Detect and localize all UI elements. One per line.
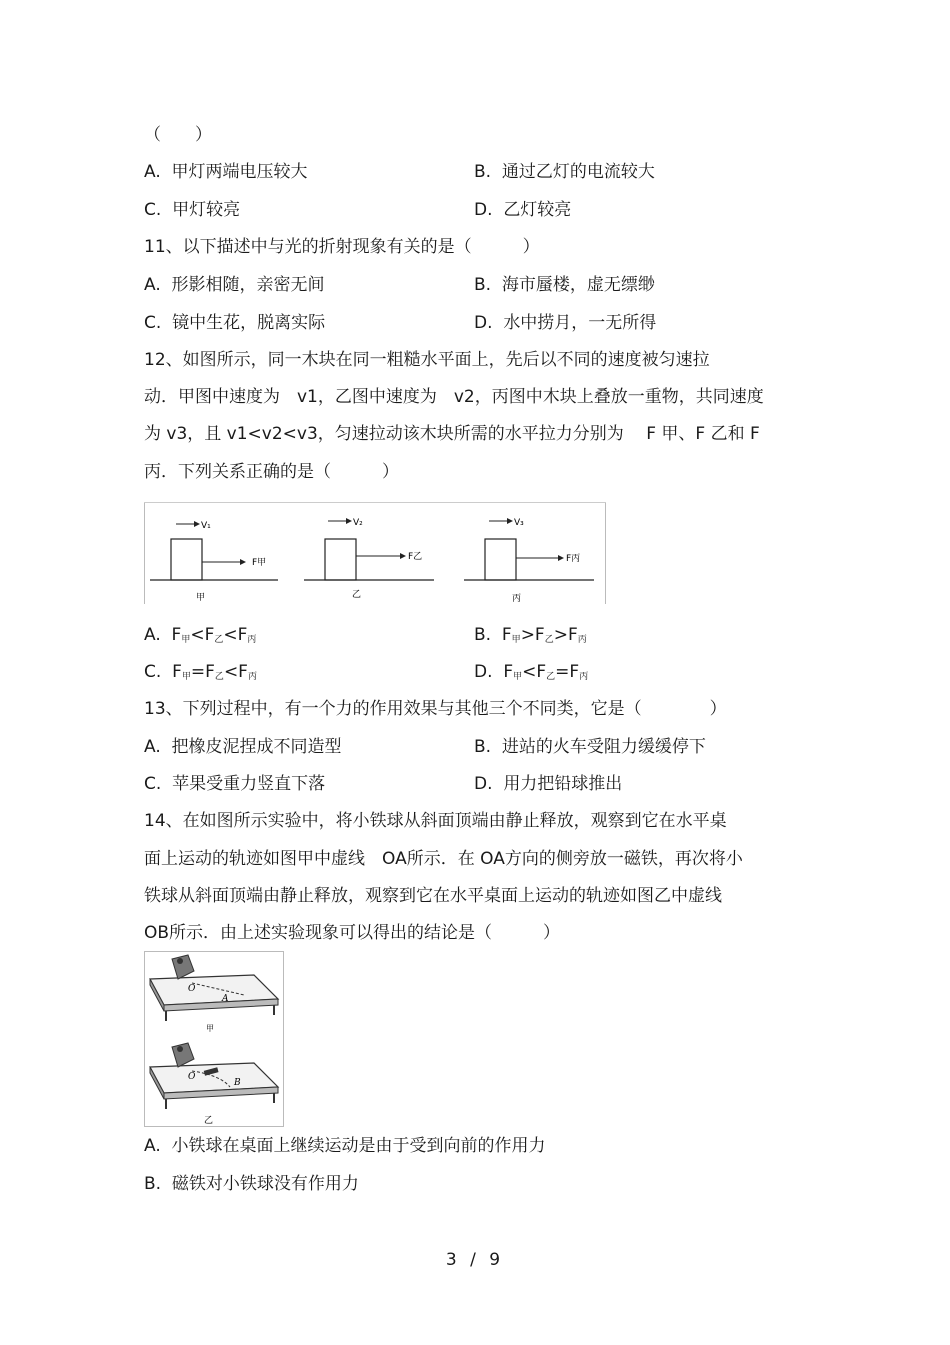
- option-part: =F: [555, 662, 580, 682]
- q12-option-c[interactable]: [144, 661, 257, 688]
- q12-option-d[interactable]: [474, 661, 588, 688]
- q12-figure-svg: [144, 502, 606, 604]
- page-current: 3: [445, 1250, 461, 1270]
- option-part: F: [503, 662, 514, 682]
- q12-stem-line-2: 动．甲图中速度为 v1，乙图中速度为 v2，丙图中木块上叠放一重物，共同速度: [144, 387, 764, 407]
- figure-caption: 甲: [206, 1024, 214, 1033]
- option-subscript: 乙: [546, 672, 556, 682]
- option-part: <F: [223, 662, 248, 682]
- option-text: 小铁球在桌面上继续运动是由于受到向前的作用力: [171, 1136, 546, 1156]
- option-text: 进站的火车受阻力缓缓停下: [501, 737, 706, 757]
- point-o-label: O: [188, 1072, 196, 1082]
- q13-option-d[interactable]: [474, 773, 622, 795]
- option-text: 形影相随，亲密无间: [171, 275, 325, 295]
- option-label: C.: [144, 200, 162, 220]
- option-part: >F: [553, 625, 578, 645]
- q14-figure-svg: [144, 951, 284, 1127]
- q12-option-a[interactable]: [144, 624, 256, 651]
- force-label: F丙: [566, 554, 581, 564]
- point-o-label: O: [188, 984, 196, 994]
- option-text: 把橡皮泥捏成不同造型: [171, 737, 342, 757]
- q14-stem-line-4: OB所示．由上述实验现象可以得出的结论是（ ）: [144, 923, 561, 943]
- panel-caption: 丙: [512, 594, 522, 604]
- option-text: 用力把铅球推出: [503, 774, 623, 794]
- q13-option-c[interactable]: [144, 773, 325, 795]
- option-part: F: [501, 625, 512, 645]
- option-part: F: [171, 625, 182, 645]
- option-label: D.: [474, 774, 493, 794]
- q10-option-d[interactable]: [474, 199, 571, 221]
- iron-ball-icon: [177, 1046, 183, 1052]
- q14-figure: [144, 951, 284, 1127]
- point-b-label: B: [234, 1078, 241, 1088]
- figure-caption: 乙: [204, 1116, 214, 1126]
- option-subscript: 丙: [247, 635, 257, 645]
- option-text: 磁铁对小铁球没有作用力: [171, 1174, 359, 1194]
- q12-panel-yi: [304, 518, 434, 600]
- option-label: B.: [144, 1174, 162, 1194]
- velocity-label: V₂: [353, 518, 363, 528]
- option-label: B.: [474, 275, 492, 295]
- option-text: 通过乙灯的电流较大: [501, 162, 655, 182]
- force-label: F甲: [252, 558, 267, 568]
- force-label: F乙: [408, 552, 423, 562]
- iron-ball-icon: [177, 958, 183, 964]
- option-text: 甲灯两端电压较大: [171, 162, 308, 182]
- q11-option-d[interactable]: [474, 312, 656, 334]
- option-text: 甲灯较亮: [172, 200, 241, 220]
- option-part: F: [172, 662, 182, 682]
- option-label: C.: [144, 662, 162, 682]
- q11-option-a[interactable]: [144, 274, 325, 296]
- option-text: 苹果受重力竖直下落: [172, 774, 326, 794]
- wooden-block: [171, 539, 202, 580]
- option-text: 海市蜃楼，虚无缥缈: [501, 275, 655, 295]
- arrow-head-icon: [400, 553, 406, 559]
- q12-option-b[interactable]: [474, 624, 587, 651]
- option-label: B.: [474, 162, 492, 182]
- velocity-label: V₁: [201, 521, 211, 531]
- option-label: A.: [144, 625, 161, 645]
- page-total: 9: [489, 1250, 505, 1270]
- wooden-block: [485, 539, 516, 580]
- option-part: =F: [190, 662, 215, 682]
- table-yi: [150, 1043, 278, 1126]
- q11-option-c[interactable]: [144, 312, 325, 334]
- q14-stem-line-1: 14、在如图所示实验中，将小铁球从斜面顶端由静止释放，观察到它在水平桌: [144, 811, 727, 831]
- table-jia: [150, 955, 278, 1033]
- option-subscript: 乙: [544, 635, 554, 645]
- q11-stem: 11、以下描述中与光的折射现象有关的是（ ）: [144, 237, 540, 257]
- option-label: A.: [144, 162, 161, 182]
- option-label: A.: [144, 737, 161, 757]
- q12-panel-jia: [150, 521, 278, 603]
- option-label: A.: [144, 275, 161, 295]
- option-label: D.: [474, 313, 493, 333]
- q14-stem-line-3: 铁球从斜面顶端由静止释放，观察到它在水平桌面上运动的轨迹如图乙中虚线: [144, 886, 722, 906]
- q10-option-b[interactable]: [474, 161, 655, 183]
- option-subscript: 丙: [577, 635, 587, 645]
- option-subscript: 乙: [214, 635, 224, 645]
- option-label: C.: [144, 313, 162, 333]
- q13-stem: 13、下列过程中，有一个力的作用效果与其他三个不同类，它是（ ）: [144, 699, 727, 719]
- arrow-head-icon: [558, 555, 564, 561]
- q11-option-b[interactable]: [474, 274, 655, 296]
- option-part: <F: [223, 625, 248, 645]
- option-part: <F: [522, 662, 547, 682]
- ramp-icon: [172, 955, 194, 979]
- option-label: D.: [474, 662, 493, 682]
- q12-figure: [144, 502, 606, 604]
- q10-option-c[interactable]: [144, 199, 240, 221]
- ramp-icon: [172, 1043, 194, 1067]
- q10-option-a[interactable]: [144, 161, 308, 183]
- option-label: D.: [474, 200, 493, 220]
- q14-option-b[interactable]: [144, 1173, 359, 1195]
- option-label: B.: [474, 625, 492, 645]
- q10-stem-tail: （ ）: [144, 125, 212, 145]
- option-subscript: 乙: [214, 672, 224, 682]
- option-label: C.: [144, 774, 162, 794]
- velocity-label: V₃: [514, 518, 524, 528]
- arrow-head-icon: [240, 559, 246, 565]
- q13-option-b[interactable]: [474, 736, 706, 758]
- option-text: 水中捞月，一无所得: [503, 313, 657, 333]
- q14-stem-line-2: 面上运动的轨迹如图甲中虚线 OA所示．在 OA方向的侧旁放一磁铁，再次将小: [144, 849, 743, 869]
- option-label: A.: [144, 1136, 161, 1156]
- q12-stem-line-3: 为 v3，且 v1<v2<v3，匀速拉动该木块所需的水平拉力分别为 F 甲、F 乙和 F: [144, 424, 760, 444]
- option-subscript: 丙: [579, 672, 589, 682]
- arrow-head-icon: [194, 521, 200, 527]
- q13-option-a[interactable]: [144, 736, 342, 758]
- q12-panel-bing: [464, 518, 594, 604]
- q12-stem-line-1: 12、如图所示，同一木块在同一粗糙水平面上，先后以不同的速度被匀速拉: [144, 350, 710, 370]
- arrow-head-icon: [346, 518, 352, 524]
- arrow-head-icon: [507, 518, 513, 524]
- option-part: <F: [190, 625, 215, 645]
- option-subscript: 甲: [513, 672, 523, 682]
- point-a-label: A: [222, 994, 229, 1004]
- page-separator: /: [470, 1250, 480, 1270]
- option-part: >F: [520, 625, 545, 645]
- q12-stem-line-4: 丙．下列关系正确的是（ ）: [144, 462, 399, 482]
- option-label: B.: [474, 737, 492, 757]
- wooden-block: [325, 539, 356, 580]
- option-text: 镜中生花，脱离实际: [172, 313, 326, 333]
- page-number: [0, 1250, 950, 1270]
- panel-caption: 乙: [352, 590, 362, 600]
- option-subscript: 甲: [511, 635, 521, 645]
- option-subscript: 甲: [181, 672, 191, 682]
- panel-caption: 甲: [196, 593, 206, 603]
- option-text: 乙灯较亮: [503, 200, 572, 220]
- option-subscript: 丙: [247, 672, 257, 682]
- q14-option-a[interactable]: [144, 1135, 546, 1157]
- option-subscript: 甲: [181, 635, 191, 645]
